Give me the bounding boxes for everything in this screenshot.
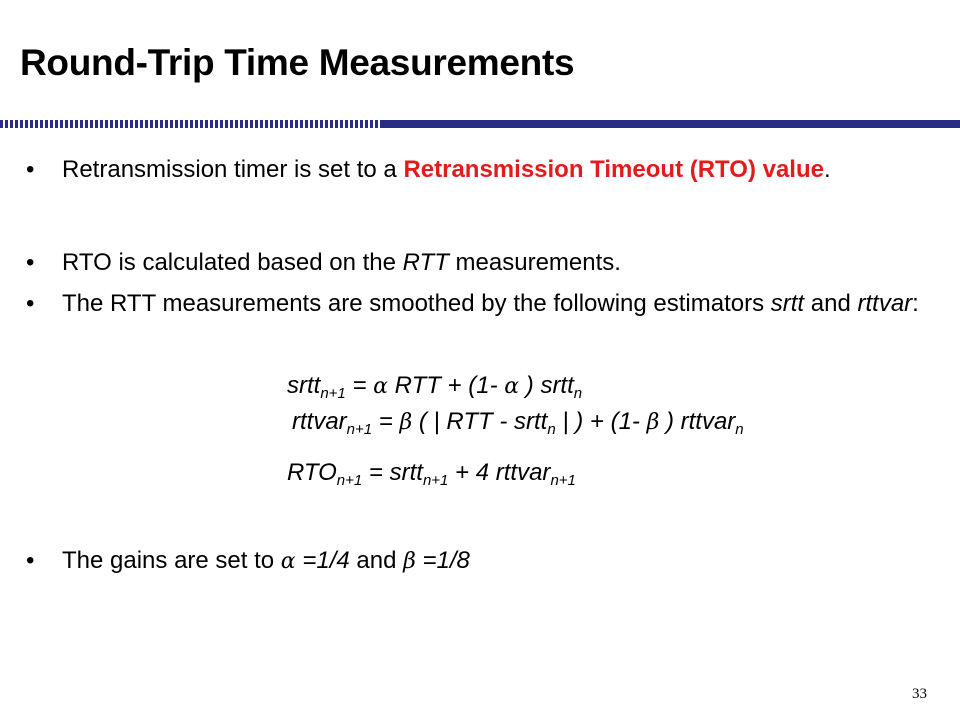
equation-srtt: srtt$_{n+1}$ = α RTT + (1- α ) srtt$_n$ (287, 372, 583, 402)
rto-highlight: Retransmission Timeout (RTO) value (403, 156, 824, 183)
bullet-marker: • (26, 547, 35, 574)
beta-symbol: β (646, 410, 660, 435)
bullet-marker: • (26, 290, 35, 317)
alpha-symbol: α (504, 374, 520, 399)
bullet-retransmission-timer: Retransmission timer is set to a Retransmission Timeout (RTO) value. (62, 156, 831, 183)
bullet-smoothing-estimators: The RTT measurements are smoothed by the following estimators srtt and rttvar: (62, 290, 919, 317)
page-title: Round-Trip Time Measurements (20, 42, 575, 83)
bullet-marker: • (26, 249, 35, 276)
bullet-rto-calculation: RTO is calculated based on the RTT measurements. (62, 249, 621, 276)
bullet-gains: The gains are set to α =1/4 and β =1/8 (62, 547, 470, 574)
beta-symbol: β (399, 410, 413, 435)
alpha-symbol: α (280, 549, 296, 574)
alpha-symbol: α (373, 374, 388, 399)
page-number: 33 (912, 686, 927, 702)
equation-rttvar: rttvar$_{n+1}$ = β ( | RTT - srtt$_n$ | ) + (1- β ) rttvar$_n$ (292, 408, 744, 438)
bullet-marker: • (26, 156, 35, 183)
title-divider-pattern (0, 120, 380, 128)
equation-rto: $RTO_{n+1}$ = srtt$_{n+1}$ + 4 rttvar$_{n+1}$ (287, 459, 576, 489)
beta-symbol: β (403, 549, 416, 574)
